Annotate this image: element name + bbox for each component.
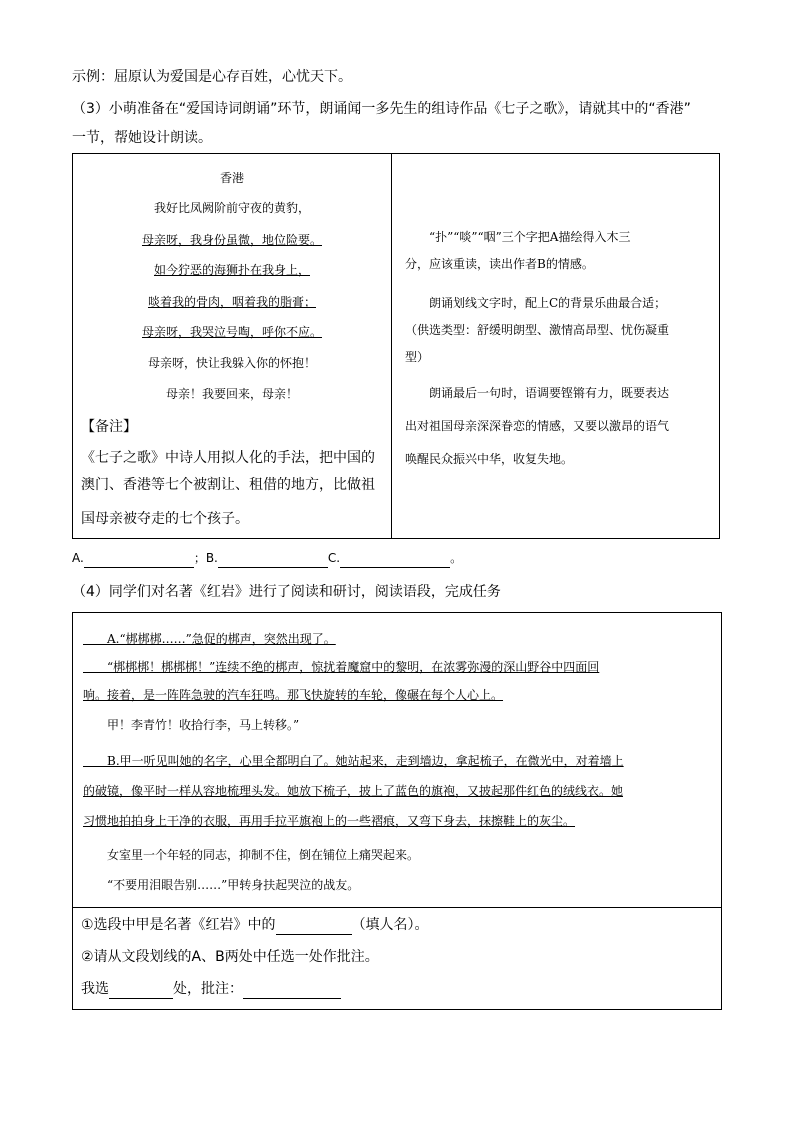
question-3-prompt: （3）小萌准备在“爱国诗词朗诵”环节，朗诵闻一多先生的组诗作品《七子之歌》，请就其中的“香港” <box>72 101 691 117</box>
task-3-choice-blank[interactable] <box>109 984 173 999</box>
poem-line: 啖着我的骨肉，咽着我的脂膏； <box>147 295 316 309</box>
task-3 <box>81 979 341 999</box>
task-1-text: ①选段中甲是名著《红岩》中的 <box>81 917 276 933</box>
answer-b-label: ；B. <box>193 551 218 565</box>
note-heading: 【备注】 <box>81 419 137 435</box>
poem-line: 母亲呀，我身份虽微，地位险要。 <box>141 233 322 247</box>
task-2: ②请从文段划线的A、B两处中任选一处作批注。 <box>81 949 379 965</box>
guide-line: 分，应该重读，读出作者B的情感。 <box>405 257 594 271</box>
task-1 <box>81 915 429 935</box>
table-divider <box>391 154 392 538</box>
guide-line: 朗诵最后一句时，语调要铿锵有力，既要表达 <box>405 386 670 400</box>
answer-line <box>72 548 462 568</box>
passage-box <box>72 612 722 1010</box>
question-3-prompt-cont: 一节，帮她设计朗读。 <box>72 130 212 146</box>
task-3-annotation-blank[interactable] <box>243 984 341 999</box>
answer-c-blank[interactable] <box>340 553 450 568</box>
passage-line: 女室里一个年轻的同志，抑制不住，倒在铺位上痛哭起来。 <box>83 848 420 862</box>
guide-line: 唤醒民众振兴中华，收复失地。 <box>405 452 574 466</box>
note-line: 国母亲被夺走的七个孩子。 <box>81 511 249 527</box>
guide-line: 朗诵划线文字时，配上C的背景乐曲最合适； <box>405 296 667 310</box>
task-1-suffix: （填人名）。 <box>351 917 429 933</box>
poem-line: 我好比凤阙阶前守夜的黄豹， <box>153 201 310 215</box>
guide-line: “扑”“啖”“咽”三个字把A描绘得入木三 <box>405 230 631 244</box>
section-divider <box>73 907 721 908</box>
answer-b-blank[interactable] <box>218 553 328 568</box>
note-line: 澳门、香港等七个被割让、租借的地方，比做祖 <box>81 477 375 493</box>
guide-line: （供选类型：舒缓明朗型、激情高昂型、忧伤凝重 <box>405 323 670 337</box>
example-line: 示例：屈原认为爱国是心存百姓，心忧天下。 <box>72 69 352 85</box>
passage-line: 习惯地拍拍身上干净的衣服，再用手拉平旗袍上的一些褶痕，又弯下身去，抹擦鞋上的灰尘。 <box>83 814 576 828</box>
passage-line: A.“梆梆梆……”急促的梆声，突然出现了。 <box>83 632 336 646</box>
passage-line: 甲！李青竹！收拾行李，马上转移。” <box>83 718 300 732</box>
poem-title: 香港 <box>219 171 244 185</box>
passage-line: “不要用泪眼告别……”甲转身扶起哭泣的战友。 <box>83 878 360 892</box>
question-4-prompt: （4）同学们对名著《红岩》进行了阅读和研讨，阅读语段，完成任务 <box>72 584 501 600</box>
passage-line: “梆梆梆！梆梆梆！”连续不绝的梆声，惊扰着魔窟中的黎明，在浓雾弥漫的深山野谷中四面回 <box>83 660 600 674</box>
answer-c-label: C. <box>327 551 341 565</box>
poem-line: 母亲呀，我哭泣号啕，呼你不应。 <box>141 325 322 339</box>
passage-line: 的破镜，像平时一样从容地梳理头发。她放下梳子，披上了蓝色的旗袍，又披起那件红色的绒线衣。她 <box>83 784 624 798</box>
poem-table <box>72 153 720 539</box>
task-1-blank[interactable] <box>276 920 352 935</box>
task-3-text: 我选 <box>81 981 109 997</box>
poem-line: 母亲！我要回来，母亲！ <box>165 387 298 401</box>
task-3-mid: 处，批注： <box>173 981 243 997</box>
guide-line: 出对祖国母亲深深眷恋的情感，又要以激昂的语气 <box>405 419 670 433</box>
poem-line: 如今狞恶的海狮扑在我身上， <box>153 263 310 277</box>
poem-line: 母亲呀，快让我躲入你的怀抱！ <box>147 356 316 370</box>
answer-a-label: A. <box>72 551 84 565</box>
passage-line: B.甲一听见叫她的名字，心里全都明白了。她站起来，走到墙边，拿起梳子，在微光中，对着墙上 <box>83 754 624 768</box>
answer-end: 。 <box>450 551 463 565</box>
guide-line: 型） <box>405 350 430 364</box>
passage-line: 响。接着，是一阵阵急驶的汽车狂鸣。那飞快旋转的车轮，像碾在每个人心上。 <box>83 688 504 702</box>
note-line: 《七子之歌》中诗人用拟人化的手法，把中国的 <box>81 450 375 466</box>
answer-a-blank[interactable] <box>84 553 194 568</box>
